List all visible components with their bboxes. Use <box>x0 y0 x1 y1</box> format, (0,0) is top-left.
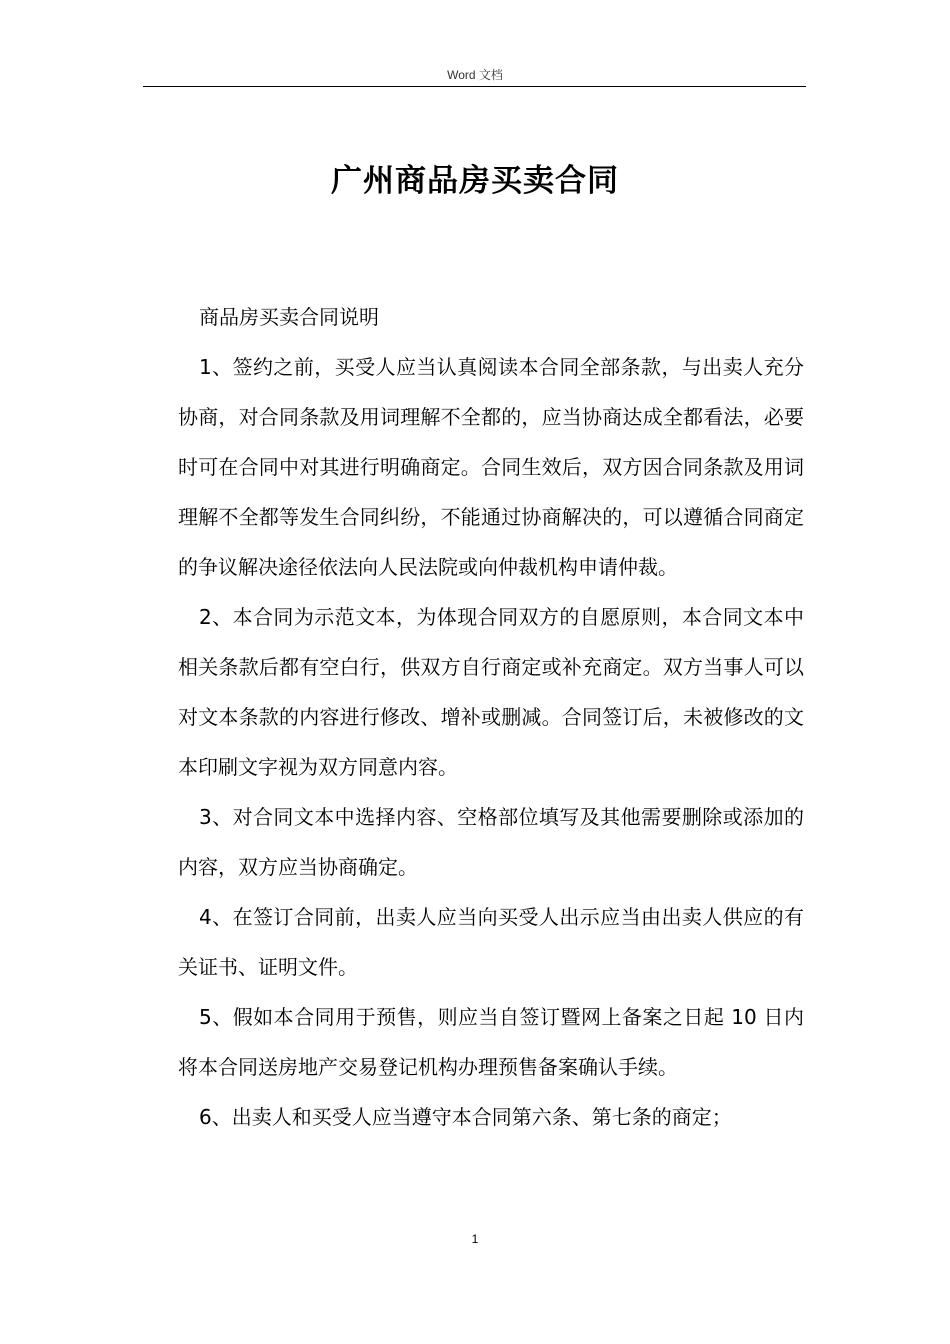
paragraph-item-1: 1、签约之前，买受人应当认真阅读本合同全部条款，与出卖人充分协商，对合同条款及用词理解不全都的，应当协商达成全都看法，必要时可在合同中对其进行明确商定。合同生效后，双方因合同条款及用词理解不全都等发生合同纠纷，不能通过协商解决的，可以遵循合同商定的争议解决途径依法向人民法院或向仲裁机构申请仲裁。 <box>178 355 804 579</box>
document-title: 广州商品房买卖合同 <box>331 163 619 199</box>
page-header: Word 文档 <box>447 68 503 82</box>
header-divider <box>143 86 806 87</box>
paragraph-intro: 商品房买卖合同说明 <box>199 305 379 329</box>
paragraph-item-6: 6、出卖人和买受人应当遵守本合同第六条、第七条的商定； <box>199 1105 732 1129</box>
paragraph-item-4: 4、在签订合同前，出卖人应当向买受人出示应当由出卖人供应的有关证书、证明文件。 <box>178 905 804 979</box>
paragraph-item-5: 5、假如本合同用于预售，则应当自签订暨网上备案之日起 10 日内将本合同送房地产交易登记机构办理预售备案确认手续。 <box>178 1005 804 1079</box>
document-body <box>178 292 804 1142</box>
paragraph-item-3: 3、对合同文本中选择内容、空格部位填写及其他需要删除或添加的内容，双方应当协商确定。 <box>178 805 804 879</box>
paragraph-item-2: 2、本合同为示范文本，为体现合同双方的自愿原则，本合同文本中相关条款后都有空白行，供双方自行商定或补充商定。双方当事人可以对文本条款的内容进行修改、增补或删减。合同签订后，未被修改的文本印刷文字视为双方同意内容。 <box>178 605 804 779</box>
page-number: 1 <box>471 1232 479 1246</box>
